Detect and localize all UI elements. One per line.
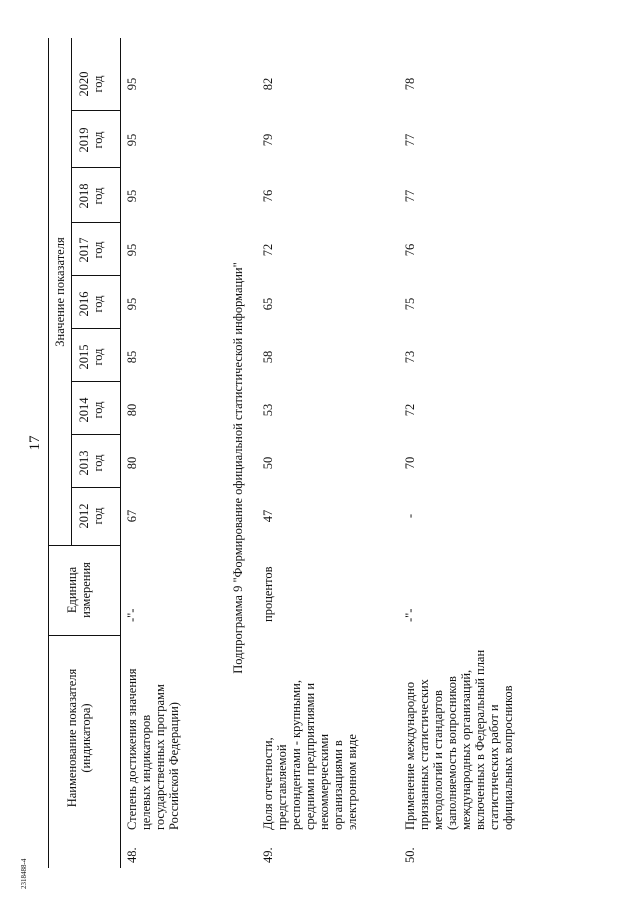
- header-bottom-border: [120, 38, 121, 868]
- row-value: 80: [125, 456, 139, 470]
- value-group-divider: [71, 38, 72, 546]
- row-name: Применение международно признанных статистических методологий и стандартов (заполняемость вопросников международных организаций, включенных в Федеральный план статистических работ и официальных вопросников: [403, 649, 515, 830]
- row-value: 76: [261, 189, 275, 203]
- row-value: 77: [403, 189, 417, 203]
- row-unit: -"-: [403, 608, 417, 622]
- col-divider-y2015: [71, 381, 120, 382]
- row-value: 95: [125, 297, 139, 311]
- header-values-group: Значение показателя: [53, 237, 67, 347]
- subprogram-heading: Подпрограмма 9 "Формирование официальной статистической информации": [231, 262, 245, 674]
- row-number: 49.: [261, 847, 275, 863]
- col-divider-y2013: [71, 487, 120, 488]
- row-value: 58: [261, 350, 275, 364]
- rotated-page: [25, 38, 625, 868]
- col-divider-name: [48, 635, 120, 636]
- row-value: 67: [125, 509, 139, 523]
- row-unit: -"-: [125, 608, 139, 622]
- col-divider-y2014: [71, 434, 120, 435]
- row-value: 65: [261, 297, 275, 311]
- row-value: 75: [403, 297, 417, 311]
- header-year: 2014 год: [77, 397, 105, 423]
- row-value: 47: [261, 509, 275, 523]
- header-year: 2015 год: [77, 344, 105, 370]
- col-divider-y2017: [71, 275, 120, 276]
- row-value: 82: [261, 77, 275, 91]
- col-divider-y2016: [71, 328, 120, 329]
- row-name: Доля отчетности, представляемой респондентами - крупными, средними предприятиями и некоммерческими организациями в электронном виде: [261, 680, 359, 830]
- row-number: 48.: [125, 847, 139, 863]
- header-year: 2020 год: [77, 71, 105, 97]
- row-value: 72: [403, 403, 417, 417]
- col-divider-y2019: [71, 167, 120, 168]
- row-value: 95: [125, 77, 139, 91]
- header-year: 2016 год: [77, 291, 105, 317]
- row-value: 95: [125, 243, 139, 257]
- row-unit: процентов: [261, 566, 275, 622]
- header-year: 2018 год: [77, 183, 105, 209]
- row-value: 80: [125, 403, 139, 417]
- header-year: 2017 год: [77, 237, 105, 263]
- row-value: 76: [403, 243, 417, 257]
- row-value: 73: [403, 350, 417, 364]
- table-top-border: [48, 38, 49, 868]
- row-value: 95: [125, 189, 139, 203]
- header-year: 2012 год: [77, 503, 105, 529]
- col-divider-y2020: [71, 110, 120, 111]
- header-unit: Единица измерения: [65, 562, 93, 618]
- col-divider-y2018: [71, 222, 120, 223]
- row-name: Степень достижения значения целевых индикаторов государственных программ Российской Федерации): [125, 668, 181, 830]
- row-value: 79: [261, 133, 275, 147]
- row-value: 70: [403, 456, 417, 470]
- row-value: 72: [261, 243, 275, 257]
- document-code: 2318488-4: [20, 858, 28, 889]
- row-value: 53: [261, 403, 275, 417]
- row-value: 85: [125, 350, 139, 364]
- row-value: 95: [125, 133, 139, 147]
- row-value: 77: [403, 133, 417, 147]
- header-year: 2013 год: [77, 450, 105, 476]
- page-number: 17: [27, 435, 43, 451]
- header-name: Наименование показателя (индикатора): [65, 668, 93, 808]
- row-value: 50: [261, 456, 275, 470]
- row-number: 50.: [403, 847, 417, 863]
- header-year: 2019 год: [77, 127, 105, 153]
- row-value: -: [403, 513, 417, 519]
- row-value: 78: [403, 77, 417, 91]
